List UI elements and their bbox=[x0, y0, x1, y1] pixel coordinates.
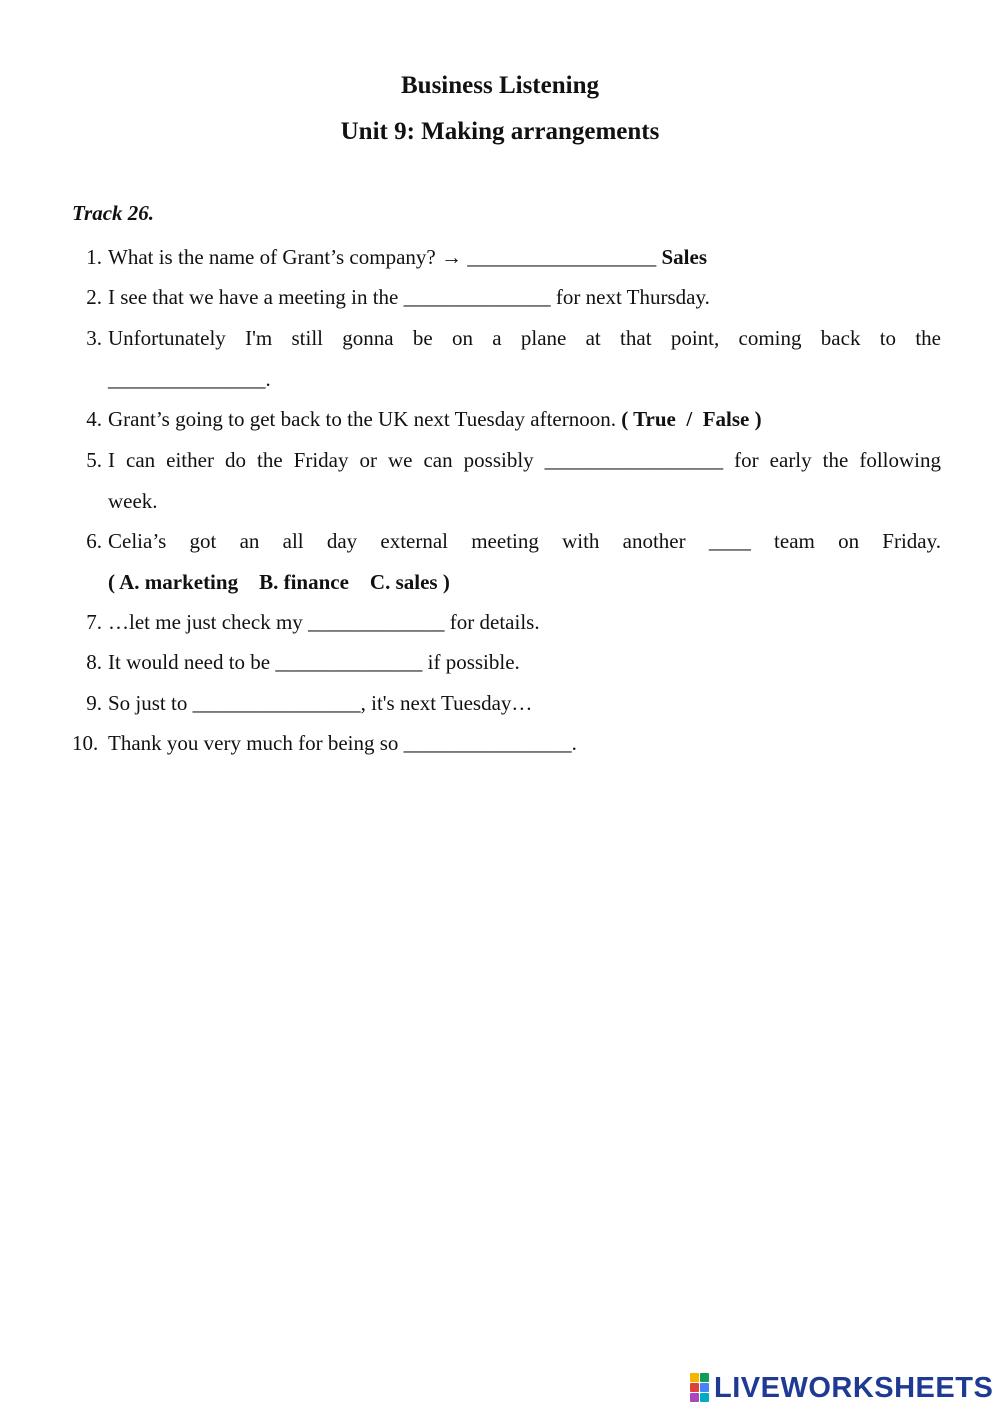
question-number: 1. bbox=[86, 245, 102, 269]
true-false-options[interactable]: ( True / False ) bbox=[621, 407, 762, 431]
worksheet-title: Business Listening bbox=[401, 72, 599, 99]
answer-blank[interactable]: _______________. bbox=[108, 366, 271, 391]
question-number: 10. bbox=[72, 731, 99, 755]
question-1 bbox=[72, 237, 941, 278]
question-number: 5. bbox=[86, 448, 102, 472]
logo-grid-icon bbox=[690, 1373, 710, 1403]
question-text: Grant’s going to get back to the UK next Tuesday afternoon. bbox=[108, 407, 622, 431]
question-text[interactable]: Celia’s got an all day external meeting with another ____ team on Friday. bbox=[108, 529, 941, 553]
question-number: 2. bbox=[86, 285, 102, 309]
question-5 bbox=[72, 440, 941, 521]
question-number: 9. bbox=[86, 691, 102, 715]
arrow-icon: → bbox=[440, 245, 462, 269]
question-number: 4. bbox=[86, 407, 102, 431]
question-text[interactable]: I can either do the Friday or we can possibly _________________ for early the following bbox=[108, 448, 941, 472]
question-number: 8. bbox=[86, 650, 102, 674]
question-8 bbox=[72, 642, 941, 683]
logo-text: LIVEWORKSHEETS bbox=[714, 1371, 994, 1404]
question-number: 7. bbox=[86, 610, 102, 634]
question-9 bbox=[72, 683, 941, 724]
answer-hint: Sales bbox=[661, 245, 707, 269]
worksheet-subtitle: Unit 9: Making arrangements bbox=[340, 118, 660, 145]
question-text: Unfortunately I'm still gonna be on a plane at that point, coming back to the bbox=[108, 326, 941, 350]
question-text-continued: week. bbox=[108, 488, 158, 513]
question-text[interactable]: So just to ________________, it's next Tuesday… bbox=[108, 691, 533, 715]
answer-blank[interactable]: __________________ bbox=[461, 245, 662, 269]
question-number: 3. bbox=[86, 326, 102, 350]
multiple-choice-options[interactable]: ( A. marketing B. finance C. sales ) bbox=[108, 569, 450, 594]
question-text[interactable]: …let me just check my _____________ for details. bbox=[108, 610, 540, 634]
question-2 bbox=[72, 277, 941, 318]
question-10 bbox=[72, 723, 941, 764]
liveworksheets-logo bbox=[690, 1370, 993, 1406]
question-text[interactable]: Thank you very much for being so ________________. bbox=[108, 731, 577, 755]
question-text[interactable]: I see that we have a meeting in the ______________ for next Thursday. bbox=[108, 285, 710, 309]
question-text[interactable]: It would need to be ______________ if possible. bbox=[108, 650, 520, 674]
question-6 bbox=[72, 521, 941, 602]
question-7 bbox=[72, 602, 941, 643]
question-3 bbox=[72, 318, 941, 399]
question-4 bbox=[72, 399, 941, 440]
question-number: 6. bbox=[86, 529, 102, 553]
question-text: What is the name of Grant’s company? bbox=[108, 245, 441, 269]
track-label: Track 26. bbox=[72, 201, 155, 225]
